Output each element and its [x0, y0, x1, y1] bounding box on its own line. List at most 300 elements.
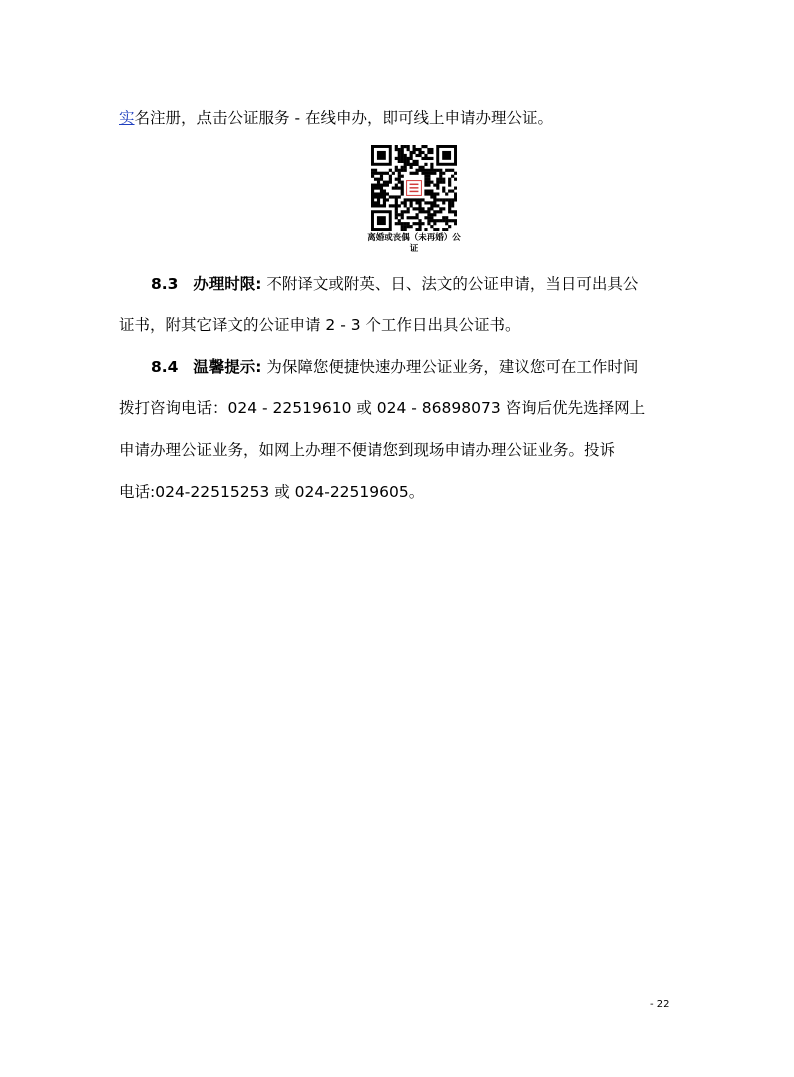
qr-module	[430, 219, 433, 222]
qr-module	[418, 225, 421, 228]
qr-module	[371, 175, 374, 178]
section-8-3-text-1: 不附译文或附英、日、法文的公证申请，当日可出具公	[261, 275, 639, 293]
qr-module	[374, 195, 377, 198]
qr-module	[427, 213, 430, 216]
qr-module	[451, 210, 454, 213]
qr-module	[424, 172, 427, 175]
qr-module	[442, 201, 445, 204]
qr-module	[380, 192, 383, 195]
qr-module	[401, 157, 404, 160]
qr-module	[407, 207, 410, 210]
qr-module	[401, 181, 404, 184]
section-8-4-line-3: 申请办理公证业务，如网上办理不便请您到现场申请办理公证业务。投诉	[119, 441, 616, 459]
qr-module	[374, 178, 377, 181]
qr-module	[421, 166, 424, 169]
qr-module	[410, 172, 413, 175]
qr-module	[401, 201, 404, 204]
qr-module	[401, 154, 404, 157]
qr-module	[451, 198, 454, 201]
qr-module	[374, 187, 377, 190]
qr-module	[427, 219, 430, 222]
qr-module	[392, 204, 395, 207]
qr-module	[451, 175, 454, 178]
qr-module	[454, 195, 457, 198]
qr-module	[401, 225, 404, 228]
qr-module	[430, 195, 433, 198]
qr-module	[439, 172, 442, 175]
qr-module	[415, 160, 418, 163]
qr-module	[380, 175, 383, 178]
qr-module	[371, 201, 374, 204]
qr-module	[398, 175, 401, 178]
section-8-3-heading: 办理时限	[193, 275, 256, 293]
qr-module	[398, 213, 401, 216]
qr-module	[454, 198, 457, 201]
qr-module	[430, 157, 433, 160]
qr-module	[415, 222, 418, 225]
qr-module	[436, 169, 439, 172]
qr-module	[442, 189, 445, 192]
qr-module	[454, 192, 457, 195]
qr-finder-core	[377, 151, 386, 160]
qr-module	[448, 178, 451, 181]
qr-module	[424, 157, 427, 160]
qr-module	[415, 198, 418, 201]
qr-module	[448, 184, 451, 187]
qr-module	[418, 210, 421, 213]
qr-module	[427, 216, 430, 219]
qr-module	[436, 204, 439, 207]
qr-module	[424, 210, 427, 213]
qr-module	[424, 169, 427, 172]
qr-module	[421, 169, 424, 172]
qr-module	[407, 216, 410, 219]
qr-module	[436, 187, 439, 190]
qr-module	[442, 187, 445, 190]
qr-module	[383, 201, 386, 204]
qr-module	[395, 166, 398, 169]
qr-module	[430, 181, 433, 184]
qr-module	[398, 195, 401, 198]
qr-module	[395, 213, 398, 216]
qr-module	[404, 222, 407, 225]
qr-module	[430, 225, 433, 228]
qr-module	[404, 210, 407, 213]
qr-module	[454, 178, 457, 181]
qr-module	[439, 198, 442, 201]
qr-module	[421, 172, 424, 175]
qr-module	[424, 163, 427, 166]
qr-module	[404, 166, 407, 169]
qr-module	[407, 148, 410, 151]
qr-module	[430, 166, 433, 169]
qr-module	[418, 219, 421, 222]
section-8-3-colon: :	[255, 275, 262, 293]
qr-module	[424, 145, 427, 148]
qr-module	[401, 213, 404, 216]
qr-module	[410, 157, 413, 160]
qr-module	[433, 228, 436, 231]
qr-module	[407, 160, 410, 163]
qr-caption-line2: 证	[409, 244, 419, 254]
intro-line	[119, 107, 553, 129]
qr-caption-line1: 离婚或丧偶（未再婚）公	[367, 233, 461, 243]
qr-module	[427, 201, 430, 204]
qr-module	[404, 163, 407, 166]
qr-module	[386, 192, 389, 195]
qr-module	[445, 169, 448, 172]
qr-module	[401, 184, 404, 187]
qr-finder-core	[377, 216, 386, 225]
qr-module	[389, 195, 392, 198]
qr-module	[410, 204, 413, 207]
qr-module	[451, 204, 454, 207]
qr-module	[371, 189, 374, 192]
qr-module	[430, 189, 433, 192]
qr-module	[451, 201, 454, 204]
qr-module	[433, 184, 436, 187]
qr-module	[401, 216, 404, 219]
qr-module	[427, 184, 430, 187]
qr-module	[430, 172, 433, 175]
qr-module	[436, 210, 439, 213]
qr-module	[418, 201, 421, 204]
qr-module	[445, 222, 448, 225]
qr-module	[395, 204, 398, 207]
qr-module	[413, 198, 416, 201]
qr-module	[380, 204, 383, 207]
qr-module	[430, 213, 433, 216]
qr-module	[442, 181, 445, 184]
qr-module	[398, 151, 401, 154]
qr-module	[442, 216, 445, 219]
qr-module	[442, 172, 445, 175]
qr-module	[374, 184, 377, 187]
qr-module	[427, 157, 430, 160]
qr-module	[424, 189, 427, 192]
qr-module	[421, 207, 424, 210]
qr-module	[410, 201, 413, 204]
section-8-3-line-1	[151, 273, 638, 295]
section-8-4-line-4: 电话:024-22515253 或 024-22519605。	[119, 483, 425, 501]
qr-module	[430, 192, 433, 195]
qr-module	[377, 198, 380, 201]
qr-module	[436, 192, 439, 195]
qr-module	[380, 187, 383, 190]
qr-module	[430, 207, 433, 210]
qr-module	[421, 222, 424, 225]
qr-module	[374, 201, 377, 204]
qr-module	[383, 172, 386, 175]
qr-module	[413, 222, 416, 225]
seal-mark	[410, 184, 419, 185]
qr-module	[415, 216, 418, 219]
qr-module	[433, 198, 436, 201]
qr-module	[421, 157, 424, 160]
qr-module	[407, 210, 410, 213]
qr-module	[395, 216, 398, 219]
register-link[interactable]: 实	[119, 109, 135, 127]
qr-module	[433, 169, 436, 172]
qr-module	[421, 210, 424, 213]
qr-module	[445, 216, 448, 219]
qr-module	[448, 219, 451, 222]
qr-module	[439, 219, 442, 222]
qr-module	[433, 222, 436, 225]
qr-module	[415, 201, 418, 204]
qr-module	[427, 192, 430, 195]
qr-module	[436, 228, 439, 231]
qr-module	[377, 201, 380, 204]
qr-module	[436, 181, 439, 184]
qr-module	[448, 207, 451, 210]
qr-module	[377, 204, 380, 207]
qr-module	[451, 169, 454, 172]
qr-module	[374, 172, 377, 175]
qr-module	[415, 163, 418, 166]
qr-module	[398, 204, 401, 207]
qr-module	[398, 222, 401, 225]
qr-module	[371, 198, 374, 201]
qr-module	[427, 207, 430, 210]
qr-module	[407, 163, 410, 166]
qr-module	[433, 195, 436, 198]
qr-module	[415, 169, 418, 172]
qr-module	[371, 184, 374, 187]
qr-module	[371, 204, 374, 207]
qr-module	[395, 157, 398, 160]
qr-module	[427, 172, 430, 175]
qr-module	[424, 228, 427, 231]
qr-module	[401, 192, 404, 195]
qr-module	[377, 195, 380, 198]
qr-module	[404, 198, 407, 201]
qr-module	[398, 172, 401, 175]
qr-module	[386, 172, 389, 175]
seal-mark	[410, 191, 419, 192]
qr-module	[418, 151, 421, 154]
qr-module	[383, 198, 386, 201]
qr-module	[413, 160, 416, 163]
qr-module	[404, 225, 407, 228]
qr-module	[454, 187, 457, 190]
qr-module	[451, 219, 454, 222]
qr-module	[377, 181, 380, 184]
section-8-4-line-2: 拨打咨询电话：024 - 22519610 或 024 - 86898073 咨询后优先选择网上	[119, 399, 646, 417]
qr-module	[392, 172, 395, 175]
qr-module	[395, 148, 398, 151]
qr-module	[389, 175, 392, 178]
qr-module	[418, 204, 421, 207]
qr-module	[433, 172, 436, 175]
qr-module	[424, 175, 427, 178]
qr-module	[404, 169, 407, 172]
qr-module	[401, 222, 404, 225]
qr-module	[424, 184, 427, 187]
qr-module	[401, 189, 404, 192]
qr-module	[377, 187, 380, 190]
qr-module	[398, 181, 401, 184]
qr-module	[436, 184, 439, 187]
qr-module	[371, 195, 374, 198]
qr-module	[442, 207, 445, 210]
qr-module	[442, 178, 445, 181]
qr-module	[448, 198, 451, 201]
qr-module	[454, 219, 457, 222]
qr-module	[401, 166, 404, 169]
qr-module	[410, 163, 413, 166]
qr-module	[398, 169, 401, 172]
qr-module	[448, 181, 451, 184]
qr-module	[413, 172, 416, 175]
qr-module	[418, 198, 421, 201]
qr-code-image	[371, 145, 457, 231]
qr-module	[401, 148, 404, 151]
qr-module	[418, 228, 421, 231]
section-8-3-line-2: 证书，附其它译文的公证申请 2 - 3 个工作日出具公证书。	[119, 316, 521, 334]
qr-module	[424, 154, 427, 157]
qr-module	[401, 187, 404, 190]
qr-module	[439, 210, 442, 213]
qr-module	[404, 145, 407, 148]
qr-module	[448, 210, 451, 213]
qr-module	[439, 207, 442, 210]
qr-module	[442, 219, 445, 222]
qr-module	[389, 204, 392, 207]
qr-module	[371, 172, 374, 175]
qr-module	[427, 148, 430, 151]
qr-module	[430, 148, 433, 151]
qr-module	[407, 157, 410, 160]
section-8-4-text-1: 为保障您便捷快速办理公证业务，建议您可在工作时间	[261, 358, 639, 376]
qr-module	[395, 145, 398, 148]
qr-module	[433, 213, 436, 216]
qr-module	[439, 175, 442, 178]
qr-module	[421, 145, 424, 148]
qr-module	[389, 169, 392, 172]
qr-module	[380, 184, 383, 187]
qr-module	[436, 178, 439, 181]
qr-module	[439, 181, 442, 184]
qr-module	[377, 192, 380, 195]
qr-module	[445, 219, 448, 222]
qr-module	[380, 172, 383, 175]
qr-code	[371, 145, 457, 231]
qr-module	[383, 189, 386, 192]
section-8-3-number: 8.3	[151, 275, 179, 293]
qr-module	[415, 213, 418, 216]
qr-module	[395, 198, 398, 201]
qr-module	[398, 154, 401, 157]
qr-module	[401, 160, 404, 163]
qr-module	[413, 145, 416, 148]
qr-module	[410, 198, 413, 201]
qr-module	[395, 207, 398, 210]
qr-module	[413, 207, 416, 210]
qr-module	[398, 219, 401, 222]
qr-module	[413, 216, 416, 219]
qr-module	[374, 169, 377, 172]
qr-module	[407, 222, 410, 225]
qr-module	[451, 189, 454, 192]
qr-module	[427, 175, 430, 178]
qr-module	[418, 207, 421, 210]
qr-module	[401, 210, 404, 213]
qr-module	[377, 172, 380, 175]
qr-module	[424, 201, 427, 204]
qr-module	[374, 192, 377, 195]
qr-module	[424, 178, 427, 181]
qr-module	[445, 198, 448, 201]
qr-module	[380, 189, 383, 192]
qr-module	[374, 204, 377, 207]
qr-module	[430, 204, 433, 207]
qr-module	[427, 169, 430, 172]
qr-module	[371, 192, 374, 195]
qr-module	[404, 154, 407, 157]
qr-module	[427, 181, 430, 184]
qr-module	[415, 228, 418, 231]
qr-module	[433, 201, 436, 204]
qr-module	[395, 222, 398, 225]
qr-module	[413, 163, 416, 166]
qr-module	[424, 216, 427, 219]
qr-module	[448, 189, 451, 192]
qr-module	[418, 154, 421, 157]
qr-module	[401, 228, 404, 231]
qr-module	[433, 204, 436, 207]
qr-module	[371, 169, 374, 172]
qr-module	[404, 204, 407, 207]
qr-module	[454, 222, 457, 225]
qr-module	[439, 178, 442, 181]
qr-module	[404, 157, 407, 160]
qr-module	[380, 178, 383, 181]
qr-module	[430, 163, 433, 166]
seal-mark	[410, 187, 419, 188]
qr-module	[386, 184, 389, 187]
qr-module	[395, 184, 398, 187]
qr-module	[454, 210, 457, 213]
qr-module	[448, 225, 451, 228]
qr-module	[371, 187, 374, 190]
qr-module	[377, 184, 380, 187]
qr-module	[401, 175, 404, 178]
qr-module	[383, 204, 386, 207]
qr-module	[415, 172, 418, 175]
qr-module	[430, 151, 433, 154]
qr-module	[433, 219, 436, 222]
qr-module	[395, 195, 398, 198]
qr-module	[377, 178, 380, 181]
qr-module	[442, 228, 445, 231]
qr-module	[424, 192, 427, 195]
section-8-4-number: 8.4	[151, 358, 179, 376]
qr-module	[415, 207, 418, 210]
qr-module	[448, 169, 451, 172]
qr-module	[389, 181, 392, 184]
qr-module	[427, 210, 430, 213]
qr-module	[398, 157, 401, 160]
qr-module	[415, 148, 418, 151]
qr-module	[404, 160, 407, 163]
qr-module	[439, 169, 442, 172]
qr-module	[433, 192, 436, 195]
qr-module	[413, 151, 416, 154]
qr-module	[413, 148, 416, 151]
qr-module	[448, 201, 451, 204]
qr-module	[445, 192, 448, 195]
